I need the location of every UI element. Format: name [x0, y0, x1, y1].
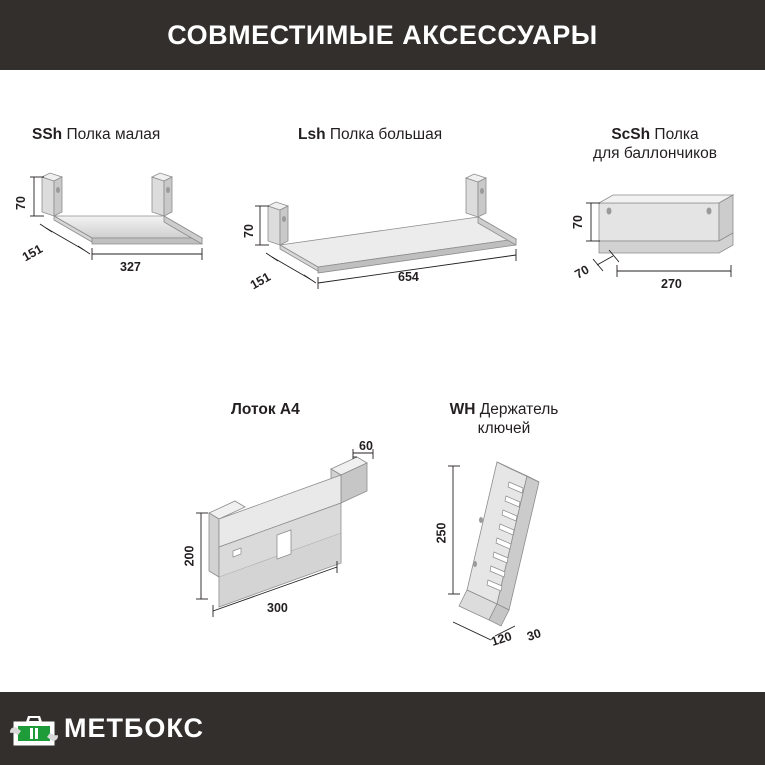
- product-ssh-code: SSh: [32, 126, 63, 143]
- product-tray-a4-dim-height: 200: [182, 545, 197, 567]
- product-ssh-drawing: [24, 172, 234, 312]
- product-scsh-dim-width: 270: [661, 277, 682, 291]
- product-tray-a4: [175, 400, 405, 655]
- product-lsh-dim-height: 70: [241, 224, 256, 238]
- product-wh-drawing: [419, 454, 609, 644]
- product-lsh-dim-depth: 151: [247, 269, 273, 293]
- product-wh-dim-height: 250: [434, 522, 449, 544]
- product-scsh-caption-line2: для баллончиков: [593, 145, 717, 162]
- product-ssh-caption: [32, 125, 228, 144]
- accessories-diagram: [0, 70, 765, 692]
- product-wh-caption-line2: ключей: [477, 420, 531, 437]
- page-header: [0, 0, 765, 70]
- product-scsh: [565, 125, 760, 363]
- product-ssh-dim-depth: 151: [19, 241, 45, 265]
- product-scsh-drawing: [569, 183, 759, 333]
- product-scsh-caption: [565, 125, 745, 163]
- product-ssh: [13, 125, 228, 352]
- product-scsh-name: Полка: [654, 126, 699, 143]
- product-scsh-dim-depth: 70: [572, 262, 592, 282]
- product-scsh-code: ScSh: [611, 126, 651, 143]
- brand-name: МЕТБOКС: [64, 713, 205, 743]
- product-tray-a4-caption: [231, 400, 405, 419]
- toolbox-logo-icon: [8, 708, 60, 750]
- product-lsh-dim-width: 654: [398, 270, 419, 284]
- page-footer: [0, 692, 765, 765]
- product-tray-a4-drawing: [181, 451, 401, 631]
- product-wh-caption: [415, 400, 593, 438]
- product-lsh-code: Lsh: [298, 126, 326, 143]
- product-tray-a4-dim-depth: 60: [359, 439, 373, 453]
- brand-logo: [8, 708, 204, 750]
- product-wh-code: WH: [449, 401, 476, 418]
- product-ssh-dim-width: 327: [120, 260, 141, 274]
- product-ssh-name: Полка малая: [66, 126, 161, 143]
- product-lsh: [240, 125, 560, 352]
- page-title: СОВМЕСТИМЫЕ АКСЕССУАРЫ: [167, 19, 598, 50]
- product-lsh-name: Полка большая: [329, 126, 443, 143]
- product-wh: [415, 400, 615, 662]
- product-lsh-drawing: [241, 174, 554, 324]
- product-tray-a4-dim-width: 300: [267, 601, 288, 615]
- product-tray-a4-code: Лоток A4: [231, 401, 300, 418]
- product-wh-dim-thickness: 30: [525, 626, 543, 644]
- product-lsh-caption: [298, 125, 560, 144]
- product-scsh-dim-height: 70: [570, 215, 585, 229]
- product-wh-dim-width: 120: [489, 629, 514, 649]
- product-wh-name: Держатель: [479, 401, 559, 418]
- product-ssh-dim-height: 70: [13, 196, 28, 210]
